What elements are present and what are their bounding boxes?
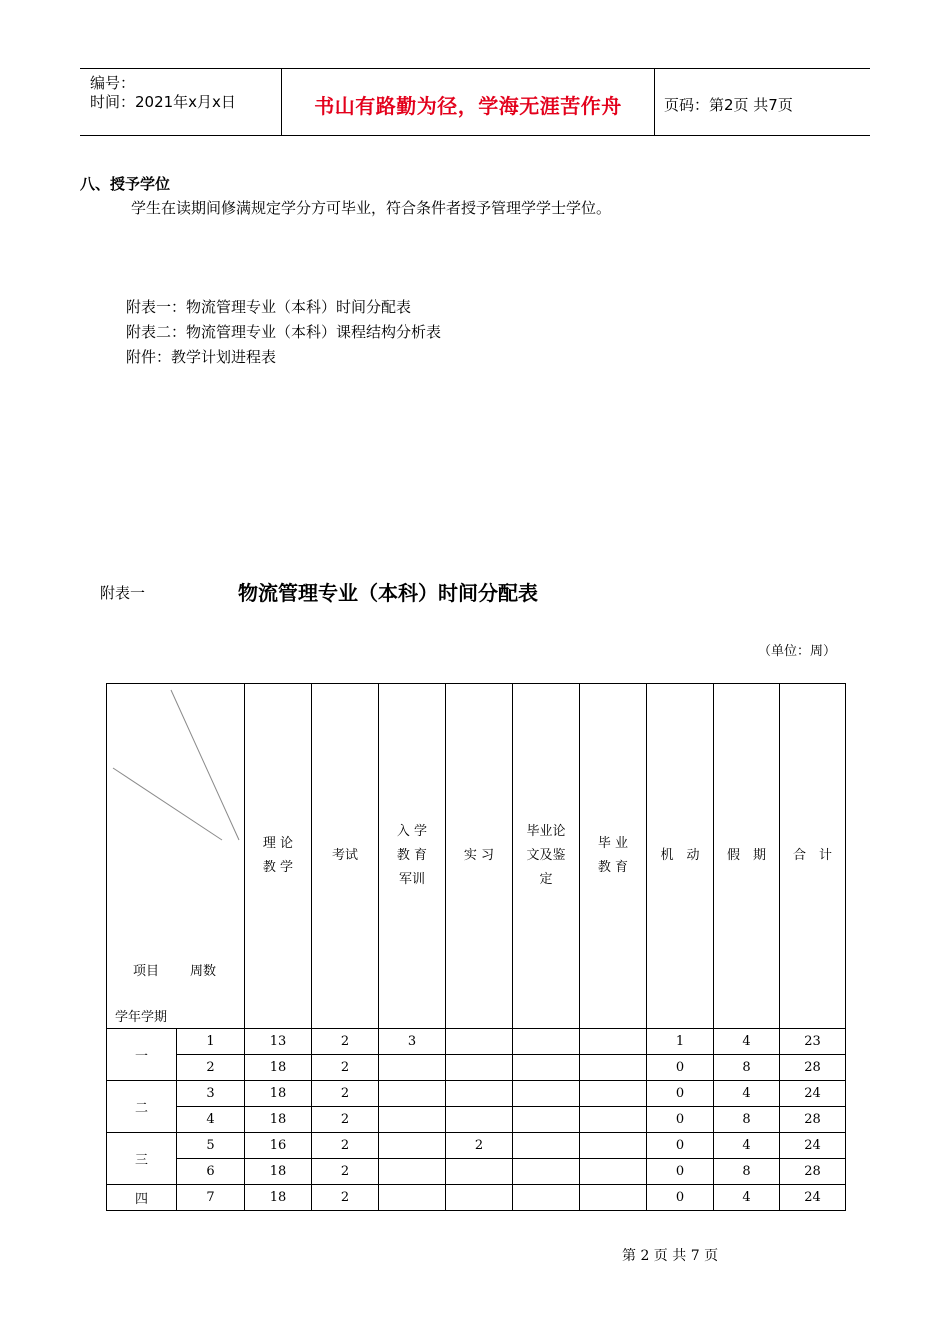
table-row xyxy=(107,1133,846,1159)
header-page-info: 页码：第2页 共7页 xyxy=(664,96,793,114)
table-cell: 4 xyxy=(177,1107,245,1133)
table-cell xyxy=(446,1081,513,1107)
table-cell: 2 xyxy=(312,1107,379,1133)
column-header-thesis xyxy=(513,684,580,1029)
table-cell: 0 xyxy=(647,1055,714,1081)
table-cell: 2 xyxy=(312,1185,379,1211)
table-cell xyxy=(379,1055,446,1081)
section-paragraph: 学生在读期间修满规定学分方可毕业，符合条件者授予管理学学士学位。 xyxy=(131,199,612,217)
column-header-line: 教 学 xyxy=(262,860,294,875)
table-cell: 0 xyxy=(647,1081,714,1107)
column-header-line: 毕 业 xyxy=(597,836,629,851)
page-footer: 第 2 页 共 7 页 xyxy=(622,1248,719,1264)
doc-number-label: 编号： xyxy=(90,74,136,92)
table-cell: 24 xyxy=(780,1185,846,1211)
table-cell: 0 xyxy=(647,1107,714,1133)
table-cell xyxy=(379,1185,446,1211)
table-title: 物流管理专业（本科）时间分配表 xyxy=(238,581,538,605)
table-cell: 18 xyxy=(245,1081,312,1107)
table-cell: 4 xyxy=(714,1029,780,1055)
table-cell: 2 xyxy=(446,1133,513,1159)
table-cell: 8 xyxy=(714,1055,780,1081)
table-cell xyxy=(580,1029,647,1055)
section-title: 八、授予学位 xyxy=(80,175,171,193)
column-header-line: 理 论 xyxy=(262,836,294,851)
table-cell: 0 xyxy=(647,1159,714,1185)
year-label: 三 xyxy=(107,1133,177,1185)
table-cell xyxy=(513,1185,580,1211)
corner-diagonal-lines xyxy=(107,684,244,1028)
table-cell: 6 xyxy=(177,1159,245,1185)
table-cell xyxy=(580,1107,647,1133)
year-label: 二 xyxy=(107,1081,177,1133)
table-unit: （单位：周） xyxy=(758,644,837,659)
header-divider-right xyxy=(654,68,655,136)
column-header-line: 实 习 xyxy=(463,848,495,863)
table-cell: 28 xyxy=(780,1159,846,1185)
column-header-exam xyxy=(312,684,379,1029)
table-cell: 18 xyxy=(245,1159,312,1185)
year-label: 四 xyxy=(107,1185,177,1211)
column-header-graduation xyxy=(580,684,647,1029)
column-header-line: 文及鉴 xyxy=(526,848,566,863)
year-label: 一 xyxy=(107,1029,177,1081)
corner-label-term: 学年学期 xyxy=(115,1010,168,1025)
table-cell xyxy=(580,1081,647,1107)
table-cell: 0 xyxy=(647,1133,714,1159)
table-cell: 7 xyxy=(177,1185,245,1211)
corner-label-project: 项目 xyxy=(133,964,160,979)
table-cell: 3 xyxy=(379,1029,446,1055)
table-cell: 2 xyxy=(177,1055,245,1081)
table-cell xyxy=(513,1133,580,1159)
table-row xyxy=(107,1159,846,1185)
table-cell: 2 xyxy=(312,1133,379,1159)
table-cell: 2 xyxy=(312,1055,379,1081)
table-cell: 1 xyxy=(647,1029,714,1055)
table-cell xyxy=(580,1185,647,1211)
table-cell: 18 xyxy=(245,1107,312,1133)
header-bottom-rule xyxy=(80,135,870,136)
column-header-line: 军训 xyxy=(398,872,425,887)
column-header-line: 定 xyxy=(539,872,553,887)
table-cell: 28 xyxy=(780,1107,846,1133)
table-cell xyxy=(379,1133,446,1159)
table-corner-cell xyxy=(107,684,245,1029)
table-cell: 8 xyxy=(714,1159,780,1185)
column-header-line: 教 育 xyxy=(396,848,428,863)
table-cell xyxy=(379,1081,446,1107)
column-header-orientation xyxy=(379,684,446,1029)
table-cell: 2 xyxy=(312,1029,379,1055)
column-header-line: 机 动 xyxy=(660,848,700,863)
table-cell: 2 xyxy=(312,1159,379,1185)
column-header-line: 教 育 xyxy=(597,860,629,875)
table-header-row xyxy=(107,684,846,1029)
table-cell xyxy=(580,1159,647,1185)
column-header-flexible xyxy=(647,684,714,1029)
table-cell: 28 xyxy=(780,1055,846,1081)
attachment-item: 附表一：物流管理专业（本科）时间分配表 xyxy=(126,298,412,316)
column-header-vacation xyxy=(714,684,780,1029)
table-cell xyxy=(446,1107,513,1133)
table-cell: 5 xyxy=(177,1133,245,1159)
table-cell xyxy=(379,1159,446,1185)
table-row xyxy=(107,1107,846,1133)
column-header-line: 合 计 xyxy=(792,848,832,863)
table-row xyxy=(107,1185,846,1211)
time-allocation-table xyxy=(106,683,846,1211)
table-cell: 18 xyxy=(245,1185,312,1211)
table-cell: 24 xyxy=(780,1133,846,1159)
table-cell: 0 xyxy=(647,1185,714,1211)
table-cell xyxy=(580,1133,647,1159)
column-header-line: 假 期 xyxy=(726,848,766,863)
table-cell: 16 xyxy=(245,1133,312,1159)
table-caption: 附表一 xyxy=(100,584,146,602)
table-cell: 4 xyxy=(714,1185,780,1211)
table-cell xyxy=(513,1159,580,1185)
column-header-line: 毕业论 xyxy=(526,824,566,839)
column-header-internship xyxy=(446,684,513,1029)
table-cell xyxy=(513,1107,580,1133)
table-cell xyxy=(446,1055,513,1081)
column-header-line: 入 学 xyxy=(396,824,428,839)
table-cell: 2 xyxy=(312,1081,379,1107)
table-cell xyxy=(379,1107,446,1133)
table-cell xyxy=(513,1029,580,1055)
table-cell xyxy=(513,1081,580,1107)
table-cell: 4 xyxy=(714,1081,780,1107)
table-cell: 18 xyxy=(245,1055,312,1081)
column-header-line: 考试 xyxy=(331,848,358,863)
table-row xyxy=(107,1055,846,1081)
table-cell: 24 xyxy=(780,1081,846,1107)
header-top-rule xyxy=(80,68,870,69)
table-cell: 4 xyxy=(714,1133,780,1159)
attachment-item: 附件：教学计划进程表 xyxy=(126,348,277,366)
attachment-item: 附表二：物流管理专业（本科）课程结构分析表 xyxy=(126,323,442,341)
doc-time-label: 时间：2021年x月x日 xyxy=(90,93,236,111)
table-row xyxy=(107,1029,846,1055)
table-cell: 8 xyxy=(714,1107,780,1133)
table-cell xyxy=(446,1029,513,1055)
corner-label-weeks: 周数 xyxy=(190,964,217,979)
table-cell xyxy=(446,1185,513,1211)
column-header-theory xyxy=(245,684,312,1029)
header-motto: 书山有路勤为径，学海无涯苦作舟 xyxy=(314,94,622,118)
column-header-total xyxy=(780,684,846,1029)
table-cell xyxy=(513,1055,580,1081)
table-cell: 1 xyxy=(177,1029,245,1055)
table-cell: 13 xyxy=(245,1029,312,1055)
table-cell xyxy=(580,1055,647,1081)
table-row xyxy=(107,1081,846,1107)
table-cell: 23 xyxy=(780,1029,846,1055)
table-cell xyxy=(446,1159,513,1185)
table-cell: 3 xyxy=(177,1081,245,1107)
